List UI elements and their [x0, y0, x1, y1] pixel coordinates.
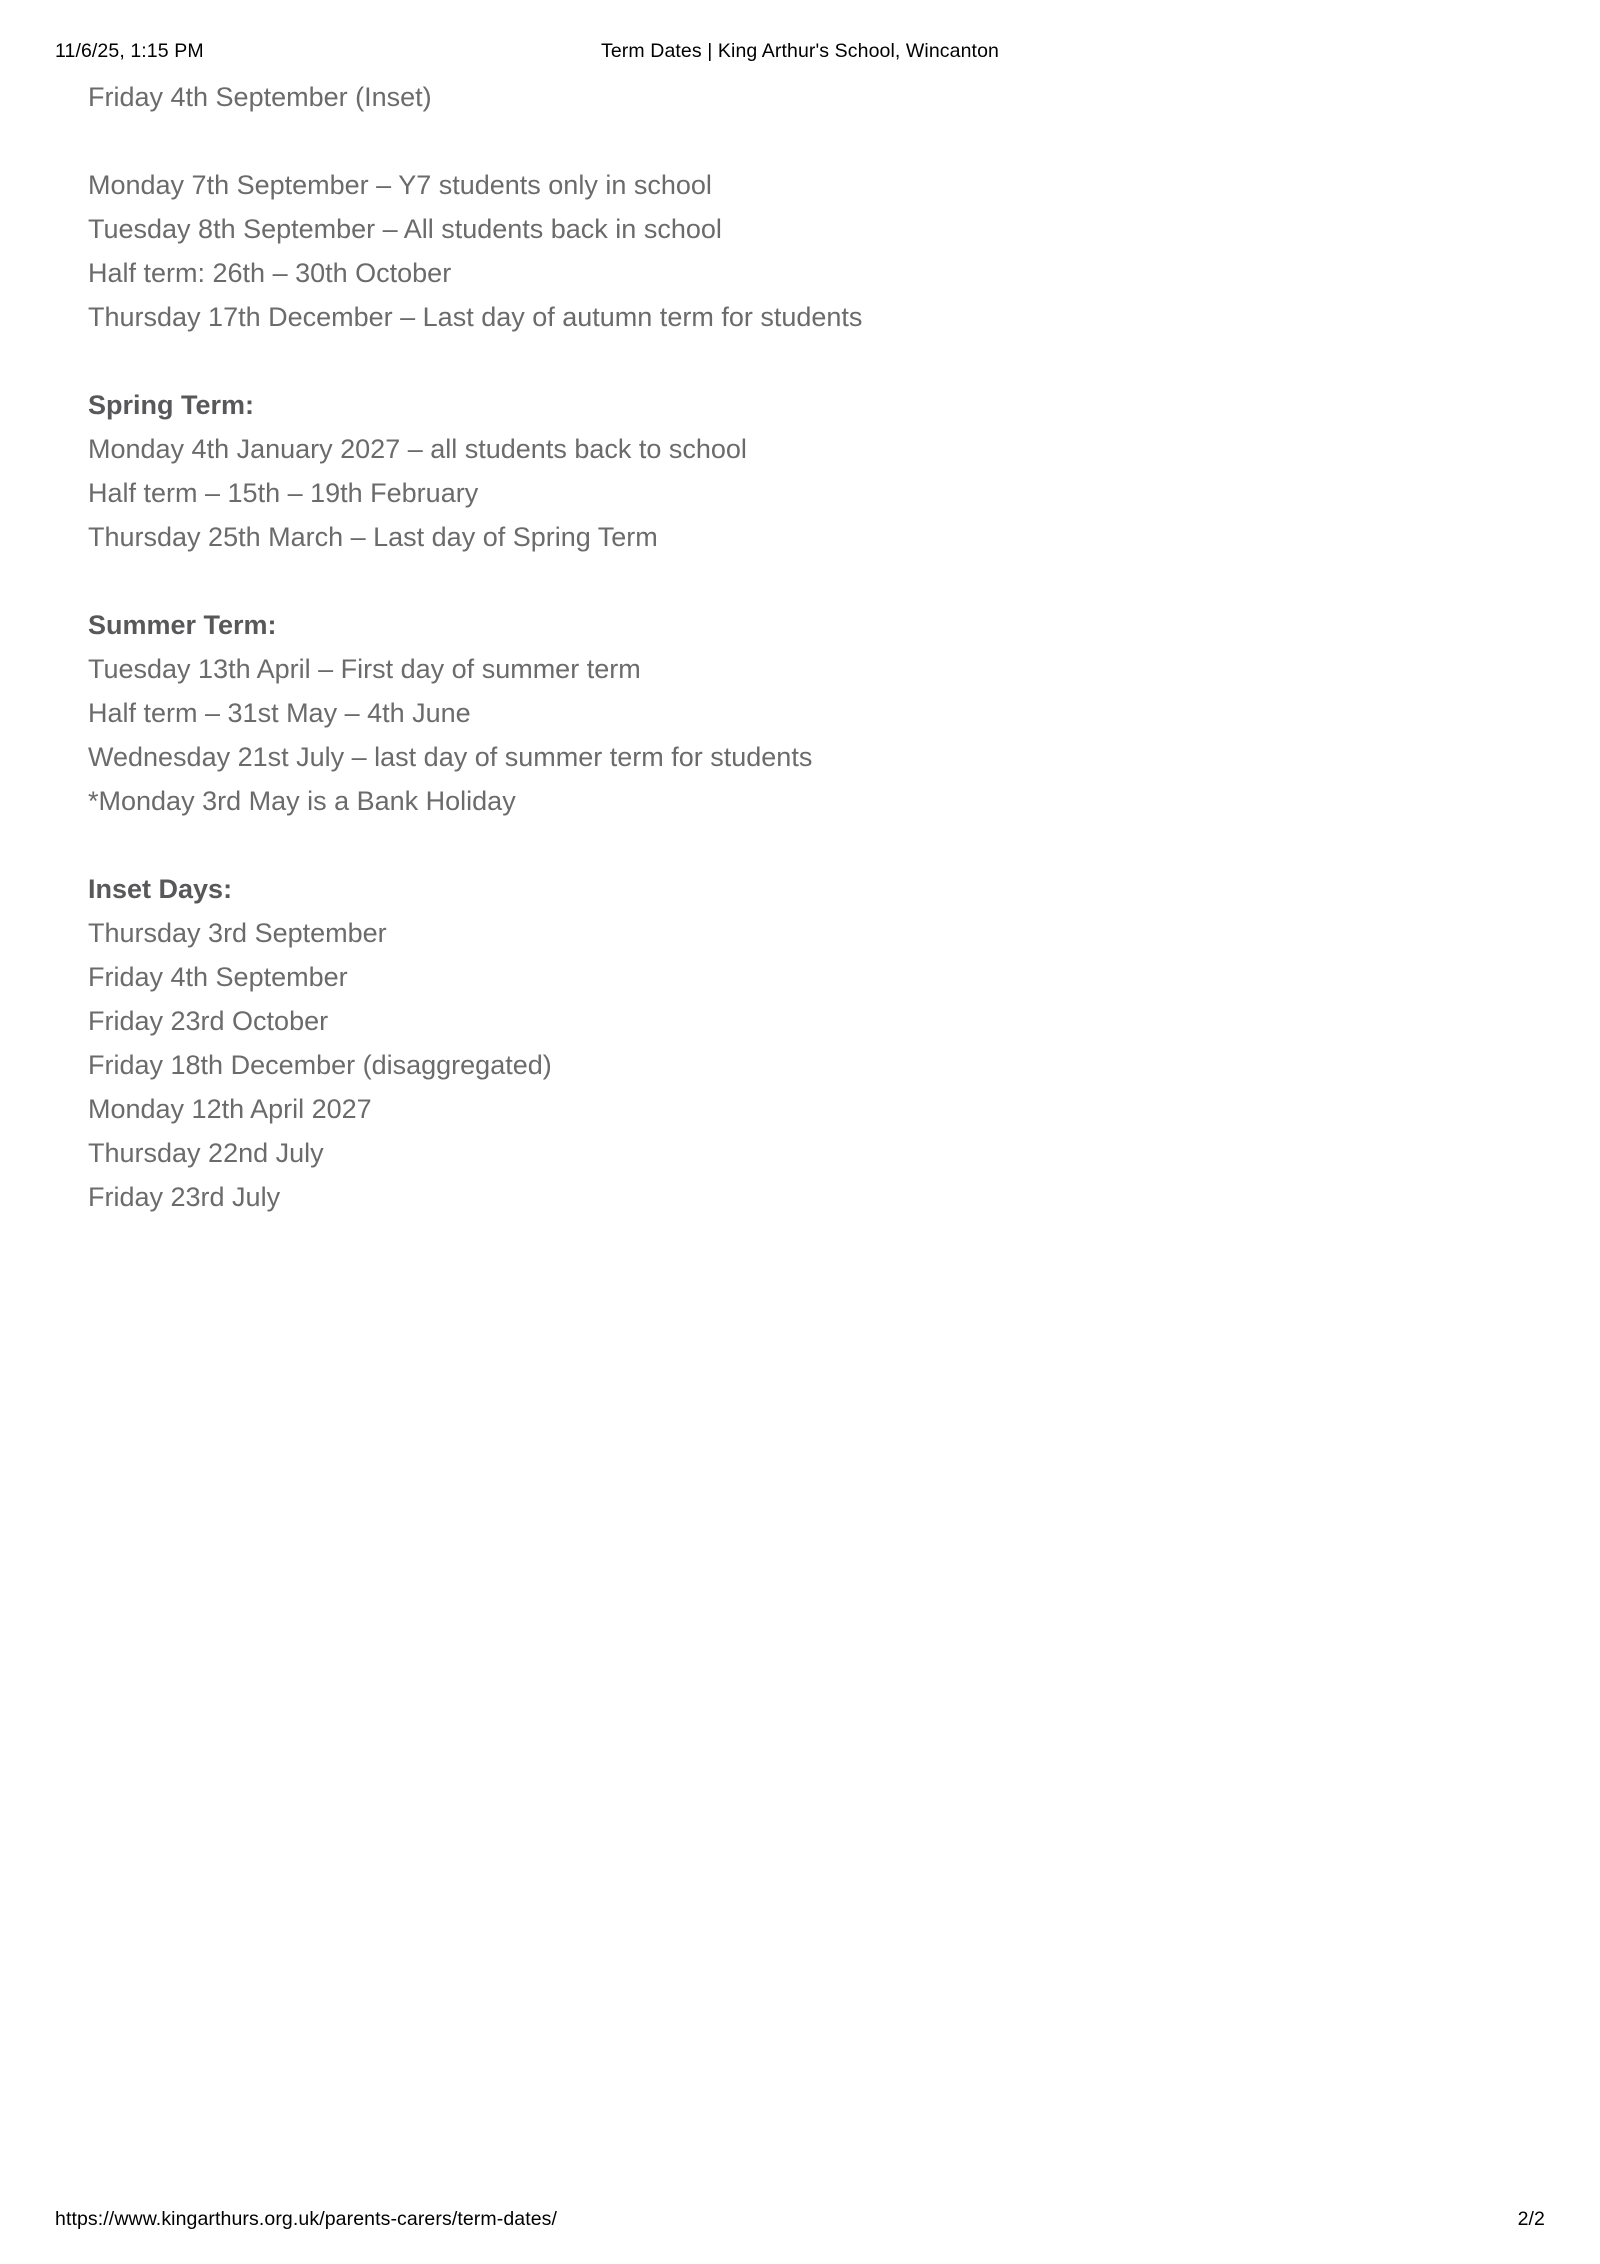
section-heading-inset-days: Inset Days:	[88, 874, 233, 904]
term-date-line: Wednesday 21st July – last day of summer term for students	[88, 742, 813, 772]
inset-day-line: Thursday 3rd September	[88, 918, 387, 948]
print-header-datetime: 11/6/25, 1:15 PM	[55, 40, 204, 62]
document-body	[88, 75, 1518, 1219]
term-date-line: Tuesday 13th April – First day of summer term	[88, 654, 641, 684]
section-spring-term	[88, 383, 1518, 559]
section-summer-term	[88, 603, 1518, 823]
print-footer-page-number: 2/2	[1517, 2208, 1545, 2230]
blank-line	[88, 339, 1518, 383]
term-date-line: Friday 4th September (Inset)	[88, 82, 432, 112]
inset-day-line: Friday 23rd October	[88, 1006, 329, 1036]
inset-day-line: Friday 18th December (disaggregated)	[88, 1050, 552, 1080]
print-header	[0, 40, 1600, 66]
print-footer-source-url[interactable]: https://www.kingarthurs.org.uk/parents-carers/term-dates/	[55, 2208, 558, 2230]
section-heading-summer-term: Summer Term:	[88, 610, 277, 640]
term-date-line: Half term – 15th – 19th February	[88, 478, 479, 508]
inset-day-line: Monday 12th April 2027	[88, 1094, 372, 1124]
inset-day-line: Friday 23rd July	[88, 1182, 281, 1212]
blank-line	[88, 559, 1518, 603]
print-footer	[0, 2208, 1600, 2234]
term-date-line: Monday 4th January 2027 – all students back to school	[88, 434, 747, 464]
print-header-page-title: Term Dates | King Arthur's School, Wincanton	[601, 40, 999, 62]
blank-line	[88, 823, 1518, 867]
term-date-line: *Monday 3rd May is a Bank Holiday	[88, 786, 516, 816]
term-date-line: Thursday 17th December – Last day of autumn term for students	[88, 302, 863, 332]
blank-line	[88, 119, 1518, 163]
term-date-line: Thursday 25th March – Last day of Spring Term	[88, 522, 658, 552]
section-autumn-term-continued	[88, 75, 1518, 339]
section-heading-spring-term: Spring Term:	[88, 390, 255, 420]
inset-day-line: Thursday 22nd July	[88, 1138, 324, 1168]
section-inset-days	[88, 867, 1518, 1219]
term-date-line: Half term – 31st May – 4th June	[88, 698, 471, 728]
term-date-line: Tuesday 8th September – All students back in school	[88, 214, 722, 244]
term-date-line: Monday 7th September – Y7 students only in school	[88, 170, 712, 200]
term-date-line: Half term: 26th – 30th October	[88, 258, 452, 288]
inset-day-line: Friday 4th September	[88, 962, 348, 992]
